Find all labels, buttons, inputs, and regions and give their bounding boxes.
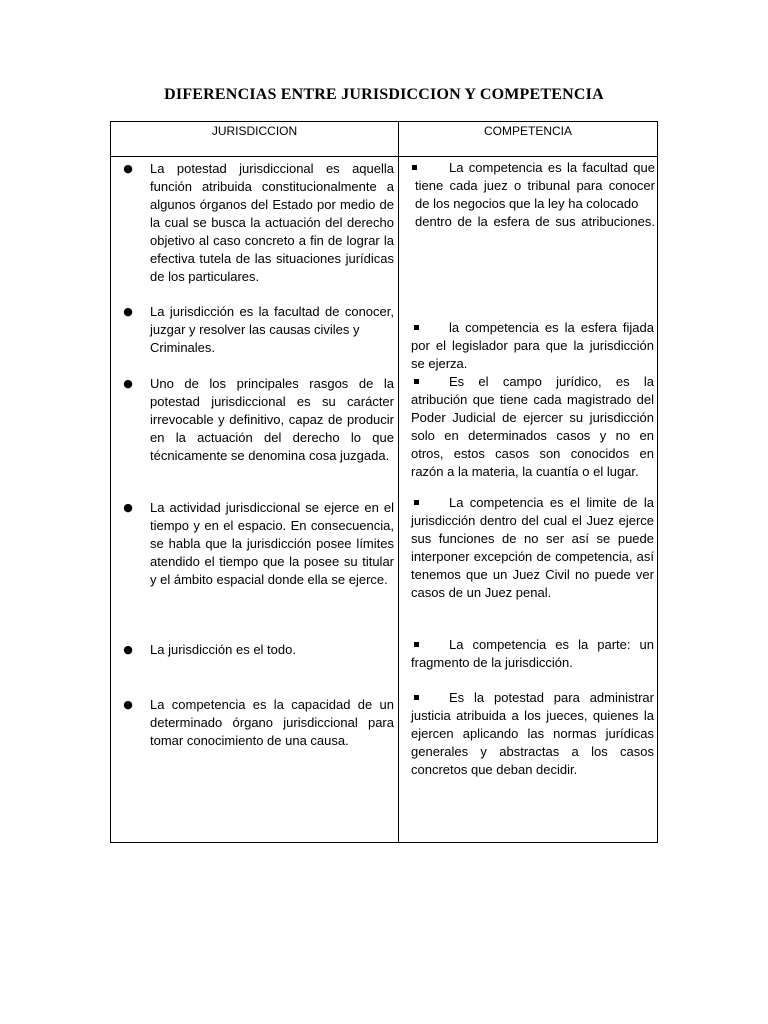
competencia-item-5 (411, 636, 654, 672)
competencia-item-1-continuation: dentro de la esfera de sus atribuciones. (415, 214, 655, 229)
jurisdiccion-item-5-text: La jurisdicción es el todo. (150, 642, 296, 657)
competencia-item-6-text: Es la potestad para administrar justicia atribuida a los jueces, quienes la ejercen aplicando las normas jurídicas generales y abstractas a los casos concretos que deban decidir. (411, 690, 654, 777)
bullet-icon: ● (123, 501, 133, 514)
competencia-item-4 (411, 494, 654, 602)
competencia-item-1-text: La competencia es la facultad que tiene cada juez o tribunal para conocer de los negocios que la ley ha colocado (415, 160, 655, 211)
competencia-item-6 (411, 689, 654, 779)
bullet-icon: ● (123, 698, 133, 711)
square-bullet-icon (414, 642, 419, 647)
jurisdiccion-item-5 (123, 641, 394, 659)
square-bullet-icon (414, 500, 419, 505)
competencia-item-3 (411, 373, 654, 481)
jurisdiccion-item-4 (123, 499, 394, 589)
competencia-item-2 (411, 319, 654, 373)
document-title: DIFERENCIAS ENTRE JURISDICCION Y COMPETENCIA (164, 86, 604, 103)
square-bullet-icon (414, 695, 419, 700)
square-bullet-icon (414, 379, 419, 384)
jurisdiccion-item-6-text: La competencia es la capacidad de un determinado órgano jurisdiccional para tomar conocimiento de una causa. (150, 697, 394, 748)
competencia-item-2-text: la competencia es la esfera fijada por el legislador para que la jurisdicción se ejerza. (411, 320, 654, 371)
jurisdiccion-item-2 (123, 303, 394, 357)
bullet-icon: ● (123, 305, 133, 318)
column-divider (398, 122, 399, 842)
competencia-item-3-text: Es el campo jurídico, es la atribución que tiene cada magistrado del Poder Judicial de ejercer su jurisdicción solo en determinados casos y no en otros, estos casos son conocidos en razón a la materia, la cuantía o el lugar. (411, 374, 654, 479)
jurisdiccion-item-6 (123, 696, 394, 750)
header-competencia: COMPETENCIA (483, 124, 572, 138)
jurisdiccion-item-4-text: La actividad jurisdiccional se ejerce en el tiempo y en el espacio. En consecuencia, se habla que la jurisdicción posee límites atendido el tiempo que la posee su titular y el ámbito espacial donde ella se ejerce. (150, 500, 394, 587)
header-jurisdiccion: JURISDICCION (211, 124, 298, 138)
jurisdiccion-item-3 (123, 375, 394, 465)
header-divider (111, 156, 657, 157)
jurisdiccion-item-3-text: Uno de los principales rasgos de la potestad jurisdiccional es su carácter irrevocable y definitivo, capaz de producir en la actuación del derecho lo que técnicamente se denomina cosa juzgada. (150, 376, 394, 463)
bullet-icon: ● (123, 377, 133, 390)
bullet-icon: ● (123, 162, 133, 175)
competencia-item-5-text: La competencia es la parte: un fragmento de la jurisdicción. (411, 637, 654, 670)
square-bullet-icon (414, 325, 419, 330)
competencia-item-4-text: La competencia es el limite de la jurisdicción dentro del cual el Juez ejerce sus funciones de no ser así se puede interponer excepción de competencia, así tenemos que un Juez Civil no puede ver casos de un Juez penal. (411, 495, 654, 600)
jurisdiccion-item-1-text: La potestad jurisdiccional es aquella función atribuida constitucionalmente a algunos órganos del Estado por medio de la cual se busca la actuación del derecho objetivo al caso concreto a fin de lograr la efectiva tutela de las situaciones jurídicas de los particulares. (150, 161, 394, 284)
jurisdiccion-item-2-continuation: Criminales. (150, 340, 216, 355)
square-bullet-icon (412, 165, 417, 170)
competencia-item-1 (415, 159, 655, 231)
jurisdiccion-item-1 (123, 160, 394, 286)
bullet-icon: ● (123, 643, 133, 656)
jurisdiccion-item-2-text: La jurisdicción es la facultad de conocer, juzgar y resolver las causas civiles y (150, 304, 394, 337)
